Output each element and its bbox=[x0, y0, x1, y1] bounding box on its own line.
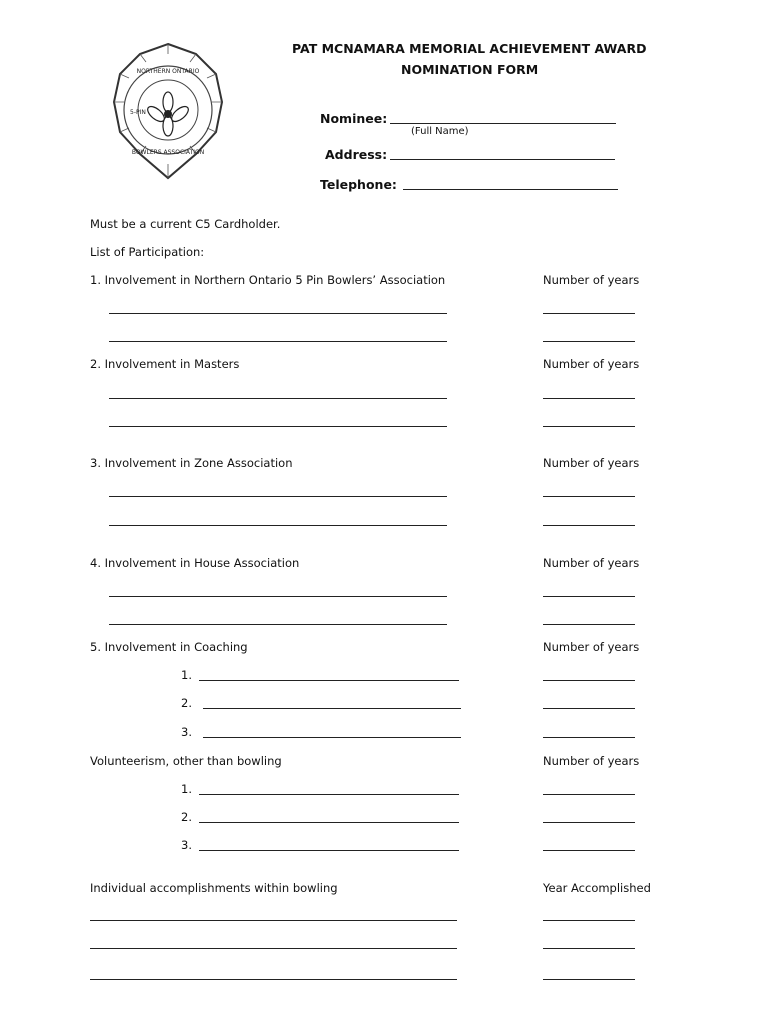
accomplishments-label: Individual accomplishments within bowling bbox=[90, 881, 338, 895]
year-accomplished-header: Year Accomplished bbox=[543, 881, 651, 895]
svg-text:NORTHERN ONTARIO: NORTHERN ONTARIO bbox=[136, 68, 200, 75]
section-2-entry-2[interactable] bbox=[109, 426, 447, 427]
section-3-entry-2[interactable] bbox=[109, 525, 447, 526]
number-of-years-header: Number of years bbox=[543, 357, 640, 371]
section-1-entry-2[interactable] bbox=[109, 341, 447, 342]
coaching-item-2-number: 2. bbox=[181, 696, 192, 710]
section-4-entry-2[interactable] bbox=[109, 624, 447, 625]
address-label: Address: bbox=[325, 147, 388, 162]
accomplishment-year-2[interactable] bbox=[543, 948, 635, 949]
volunteer-item-3-number: 3. bbox=[181, 838, 192, 852]
volunteer-years-3[interactable] bbox=[543, 850, 635, 851]
section-1-years-1[interactable] bbox=[543, 313, 635, 314]
section-1-entry-1[interactable] bbox=[109, 313, 447, 314]
svg-text:BOWLERS ASSOCIATION: BOWLERS ASSOCIATION bbox=[131, 149, 205, 156]
section-2-years-2[interactable] bbox=[543, 426, 635, 427]
accomplishment-year-3[interactable] bbox=[543, 979, 635, 980]
number-of-years-header: Number of years bbox=[543, 754, 640, 768]
nominee-field[interactable] bbox=[390, 123, 616, 124]
coaching-item-1-number: 1. bbox=[181, 668, 192, 682]
section-3-years-1[interactable] bbox=[543, 496, 635, 497]
address-field[interactable] bbox=[390, 159, 615, 160]
nominee-label: Nominee: bbox=[320, 111, 388, 126]
coaching-entry-1[interactable] bbox=[199, 680, 459, 681]
volunteer-item-2-number: 2. bbox=[181, 810, 192, 824]
section-2-label: 2. Involvement in Masters bbox=[90, 357, 240, 371]
coaching-years-3[interactable] bbox=[543, 737, 635, 738]
section-4-years-2[interactable] bbox=[543, 624, 635, 625]
number-of-years-header: Number of years bbox=[543, 640, 640, 654]
telephone-label: Telephone: bbox=[320, 177, 397, 192]
section-1-years-2[interactable] bbox=[543, 341, 635, 342]
section-3-entry-1[interactable] bbox=[109, 496, 447, 497]
coaching-years-1[interactable] bbox=[543, 680, 635, 681]
section-5-label: 5. Involvement in Coaching bbox=[90, 640, 248, 654]
volunteer-years-2[interactable] bbox=[543, 822, 635, 823]
section-4-label: 4. Involvement in House Association bbox=[90, 556, 300, 570]
section-2-years-1[interactable] bbox=[543, 398, 635, 399]
coaching-entry-3[interactable] bbox=[203, 737, 461, 738]
volunteer-years-1[interactable] bbox=[543, 794, 635, 795]
volunteerism-label: Volunteerism, other than bowling bbox=[90, 754, 282, 768]
accomplishment-entry-1[interactable] bbox=[90, 920, 457, 921]
coaching-item-3-number: 3. bbox=[181, 725, 192, 739]
section-2-entry-1[interactable] bbox=[109, 398, 447, 399]
svg-text:5-PIN: 5-PIN bbox=[130, 109, 146, 116]
coaching-entry-2[interactable] bbox=[203, 708, 461, 709]
section-4-years-1[interactable] bbox=[543, 596, 635, 597]
section-3-label: 3. Involvement in Zone Association bbox=[90, 456, 293, 470]
coaching-years-2[interactable] bbox=[543, 708, 635, 709]
accomplishment-entry-2[interactable] bbox=[90, 948, 457, 949]
section-3-years-2[interactable] bbox=[543, 525, 635, 526]
volunteer-entry-3[interactable] bbox=[199, 850, 459, 851]
accomplishment-year-1[interactable] bbox=[543, 920, 635, 921]
volunteer-item-1-number: 1. bbox=[181, 782, 192, 796]
association-logo bbox=[108, 40, 228, 182]
number-of-years-header: Number of years bbox=[543, 273, 640, 287]
form-subtitle: NOMINATION FORM bbox=[401, 62, 539, 77]
number-of-years-header: Number of years bbox=[543, 556, 640, 570]
section-4-entry-1[interactable] bbox=[109, 596, 447, 597]
accomplishment-entry-3[interactable] bbox=[90, 979, 457, 980]
participation-heading: List of Participation: bbox=[90, 245, 205, 259]
volunteer-entry-2[interactable] bbox=[199, 822, 459, 823]
volunteer-entry-1[interactable] bbox=[199, 794, 459, 795]
telephone-field[interactable] bbox=[403, 189, 618, 190]
section-1-label: 1. Involvement in Northern Ontario 5 Pin Bowlers’ Association bbox=[90, 273, 446, 287]
full-name-hint: (Full Name) bbox=[411, 126, 469, 137]
cardholder-note: Must be a current C5 Cardholder. bbox=[90, 217, 281, 231]
number-of-years-header: Number of years bbox=[543, 456, 640, 470]
form-title: PAT MCNAMARA MEMORIAL ACHIEVEMENT AWARD bbox=[292, 41, 647, 56]
